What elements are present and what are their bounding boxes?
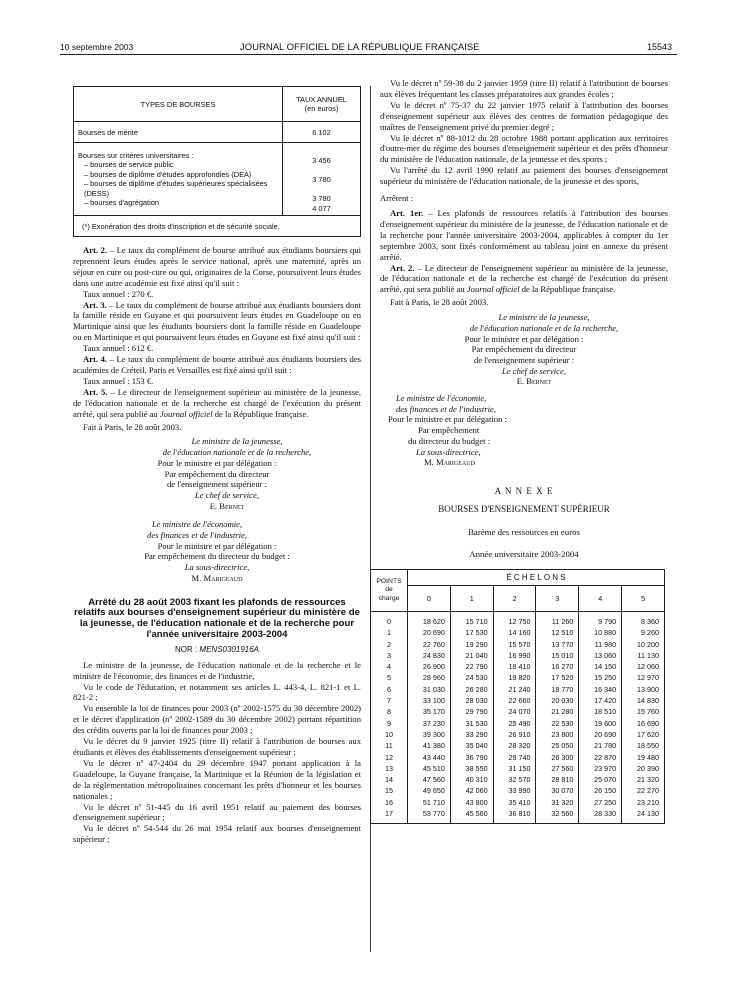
bareme-cell: 21 780 [594, 741, 617, 751]
bareme-cell: 22 530 [551, 718, 574, 728]
vu-2: Vu le décret nº 75-37 du 22 janvier 1975 relatif à l'attribution des bourses d'enseignement supérieur aux élèves des centres de formation pédagogique des maîtres de l'enseignement privé du premier degré ; [380, 99, 668, 132]
bareme-cell: 26 280 [465, 684, 488, 694]
points-value: 15 [385, 786, 393, 796]
bareme-cell: 49 650 [422, 786, 445, 796]
sig2-sous: La sous-directrice, [184, 562, 250, 573]
bareme-cell: 18 620 [422, 616, 445, 626]
bareme-cell: 15 010 [551, 650, 574, 660]
article-1er-text: – Les plafonds de ressources relatifs à l'attribution des bourses d'enseignement supérieur du ministère de la jeunesse, de l'éducation nationale et de la recherche pour l'année universitaire 2003-2004, applicables à compter du 1er septembre 2003, sont fixés conformément au tableau joint en annexe du présent arrêté. [380, 207, 669, 262]
echelon-header-3: 3 [536, 585, 579, 611]
points-column [371, 611, 408, 823]
bareme-cell: 29 740 [508, 752, 531, 762]
article-3-text: – Le taux du complément de bourse attribué aux étudiants boursiers dont la famille réside en Guyane et qui poursuivent leurs études en Guadeloupe ou en Martinique ainsi que les étudiants boursiers dont la famille réside en Guadeloupe ou en Martinique et qui poursuivent leurs études en Guyane est fixé ainsi qu'il suit : [73, 299, 362, 343]
bareme-cell: 29 790 [465, 707, 488, 717]
signature-block-2 [73, 519, 361, 583]
journal-title: JOURNAL OFFICIEL DE LA RÉPUBLIQUE FRANÇAISE [240, 42, 480, 53]
bareme-cell: 38 550 [465, 763, 488, 773]
bareme-cell: 26 900 [422, 662, 445, 672]
bareme-cell: 30 070 [551, 786, 574, 796]
criteres-cell [74, 143, 283, 216]
bareme-cell: 28 030 [465, 696, 488, 706]
points-value: 3 [387, 650, 391, 660]
bareme-cell: 51 710 [422, 797, 445, 807]
bareme-cell: 25 050 [551, 741, 574, 751]
rsig2-emp: Par empêchement [418, 425, 480, 436]
bareme-cell: 26 300 [551, 752, 574, 762]
points-value: 9 [387, 718, 391, 728]
points-value: 7 [387, 696, 391, 706]
bareme-cell: 17 420 [594, 696, 617, 706]
article-5-journal: Journal officiel [159, 408, 213, 419]
left-column [73, 86, 361, 845]
article-3-rate: Taux annuel : 612 €. [83, 343, 154, 354]
merite-value: 6 102 [283, 122, 361, 143]
header-rule [60, 54, 677, 55]
bareme-cell: 11 130 [637, 650, 659, 660]
bareme-cell: 31 150 [508, 763, 531, 773]
article-2-right-journal: Journal officiel [466, 284, 520, 295]
points-value: 12 [385, 752, 393, 762]
article-2 [73, 245, 361, 289]
echelon-header-2: 2 [493, 585, 536, 611]
bareme-cell: 22 660 [508, 696, 531, 706]
echelons-header: É C H E L O N S [408, 569, 665, 585]
bareme-cell: 11 980 [594, 639, 617, 649]
bourses-table-header-rate [283, 87, 361, 122]
points-value: 10 [385, 729, 393, 739]
echelon-header-5: 5 [622, 585, 665, 611]
bareme-cell: 12 750 [508, 616, 531, 626]
annexe-title: A N N E X E [494, 485, 554, 496]
vu-1: Vu le décret nº 59-38 du 2 janvier 1959 (titre II) relatif à l'attribution de bourses aux élèves fréquentant les classes préparatoires aux grandes écoles ; [380, 78, 668, 99]
echelon-column-3 [536, 611, 579, 823]
rsig2-sous: La sous-directrice, [416, 446, 481, 457]
bareme-cell: 36 790 [465, 752, 488, 762]
bourses-table-header-type: TYPES DE BOURSES [74, 87, 283, 122]
bareme-cell: 18 510 [594, 707, 617, 717]
bareme-cell: 19 290 [465, 639, 488, 649]
article-4-text: – Le taux du complément de bourse attribué aux étudiants boursiers des académies de Créteil, Paris et Versailles est fixé ainsi qu'il suit : [73, 354, 361, 375]
bareme-cell: 22 760 [422, 639, 445, 649]
rsig2-name: M. Marigeaud [424, 457, 475, 468]
sig2-pour: Pour le ministre et par délégation : [157, 540, 277, 551]
points-value: 14 [385, 775, 393, 785]
article-2-label: Art. 2. [83, 245, 108, 255]
bareme-cell: 25 490 [508, 718, 531, 728]
arrete-title: Arrêté du 28 août 2003 fixant les plafonds de ressources relatifs aux bourses d'enseignement supérieur du ministère de la jeunesse, de l'éducation nationale et de la recherche pour l'année universitaire 2003-2004 [74, 596, 360, 640]
bareme-subtitle: Barème des ressources en euros [468, 526, 580, 537]
rate-header-unit: (en euros) [304, 104, 339, 113]
value-agregation: 4 077 [312, 203, 331, 213]
bareme-cell: 19 820 [508, 673, 531, 683]
bareme-cell: 25 070 [594, 775, 617, 785]
bareme-cell: 14 830 [637, 696, 659, 706]
bareme-cell: 53 770 [422, 809, 445, 819]
bareme-cell: 39 300 [422, 729, 445, 739]
right-column [376, 78, 669, 824]
points-value: 0 [387, 616, 391, 626]
article-2-right-text-a: – Le directeur de l'enseignement supérieur au ministère de la jeunesse, de l'éducation nationale et de la recherche est chargé de l'exécution du présent arrêté, qui sera publié au [380, 262, 668, 295]
bareme-cell: 18 410 [508, 662, 531, 672]
points-value: 5 [387, 673, 391, 683]
sig1-chef: Le chef de service, [195, 489, 259, 500]
bareme-cell: 33 290 [465, 729, 488, 739]
merite-label: Bourses de mérite [74, 122, 283, 143]
bareme-cell: 10 200 [637, 639, 659, 649]
bareme-cell: 14 150 [594, 662, 617, 672]
sig1-minister-2: de l'éducation nationale et de la recherche, [162, 447, 312, 458]
sig2-minister-2: des finances et de l'industrie, [147, 530, 247, 541]
bareme-cell: 36 810 [508, 809, 531, 819]
rsig1-minister: Le ministre de la jeunesse, [498, 312, 590, 323]
bareme-cell: 24 070 [508, 707, 531, 717]
preamble-2: Vu le code de l'éducation, et notamment ses articles L. 443-4, L. 821-1 et L. 821-2 ; [73, 681, 361, 703]
bareme-cell: 14 160 [508, 628, 531, 638]
article-1er-label: Art. 1er. [390, 207, 424, 218]
bareme-cell: 41 380 [422, 741, 445, 751]
bareme-cell: 31 030 [422, 684, 445, 694]
page-number: 15543 [647, 42, 673, 52]
criteres-label: Bourses sur critères universitaires : [78, 150, 194, 160]
row-service-public: – bourses de service public [84, 160, 174, 169]
echelon-header-4: 4 [579, 585, 622, 611]
annee-universitaire: Année universitaire 2003-2004 [469, 548, 579, 559]
article-2-rate: Taux annuel : 270 €. [83, 288, 154, 299]
row-dea: – bourses de diplôme d'études approfondies (DEA) [84, 169, 252, 179]
bareme-cell: 16 990 [508, 650, 531, 660]
preamble-3: Vu ensemble la loi de finances pour 2003 (nº 2002-1575 du 30 décembre 2002) et le décret d'application (nº 2002-1589 du 30 décembre 2002) portant répartition des crédits ouverts par la loi de finances pour 2003 ; [73, 703, 361, 736]
bareme-cell: 21 040 [465, 650, 488, 660]
vu-3: Vu le décret nº 88-1012 du 28 octobre 1988 portant application aux territoires d'outre-mer du régime des bourses d'enseignement supérieur et des prêts d'honneur du ministère de l'éducation nationale, de la jeunesse et des sports ; [380, 132, 668, 165]
bareme-cell: 11 260 [551, 616, 574, 626]
sig2-emp: Par empêchement du directeur du budget : [144, 551, 290, 562]
bareme-cell: 15 250 [594, 673, 617, 683]
bareme-cell: 26 150 [594, 786, 617, 796]
bareme-cell: 35 410 [508, 797, 531, 807]
value-dea: 3 780 [312, 175, 331, 184]
echelon-number-row [371, 585, 665, 611]
bareme-cell: 8 360 [641, 616, 659, 626]
bareme-cell: 12 060 [637, 662, 659, 672]
points-value: 16 [385, 797, 393, 807]
row-dess: – bourses de diplôme d'études supérieures spécialisées (DESS) [84, 179, 268, 198]
bareme-table [370, 569, 665, 824]
sig1-emp: Par empêchement du directeur [164, 468, 270, 479]
article-5-text-b: de la République française. [212, 408, 309, 419]
article-1er [380, 208, 668, 263]
points-header-de: de [385, 586, 393, 594]
points-value: 1 [387, 628, 391, 638]
bareme-cell: 27 560 [551, 763, 574, 773]
bareme-cell: 20 030 [551, 696, 574, 706]
bareme-cell: 31 530 [465, 718, 488, 728]
value-service-public: 3 456 [312, 156, 331, 165]
rsig1-emp-2: de l'enseignement supérieur : [473, 354, 575, 365]
bareme-cell: 28 960 [422, 673, 445, 683]
fait-a-paris-right: Fait à Paris, le 28 août 2003. [390, 297, 489, 308]
rsig1-minister-2: de l'éducation nationale et de la recherche, [469, 322, 619, 333]
bareme-cell: 15 760 [637, 707, 659, 717]
rsig1-chef: Le chef de service, [502, 365, 566, 376]
bareme-cell: 33 100 [422, 696, 445, 706]
bareme-cell: 43 440 [422, 752, 445, 762]
bareme-body [371, 611, 665, 823]
sig1-name: E. Bernet [209, 500, 245, 511]
bareme-cell: 13 060 [594, 650, 617, 660]
preamble-7: Vu le décret nº 54-544 du 26 mai 1954 relatif aux bourses d'enseignement supérieur ; [73, 823, 361, 845]
echelon-header-0: 0 [408, 585, 451, 611]
bareme-cell: 20 690 [422, 628, 445, 638]
row-agregation: – bourses d'agrégation [84, 198, 159, 207]
bareme-cell: 42 060 [465, 786, 488, 796]
bareme-cell: 31 320 [551, 797, 574, 807]
bareme-cell: 9 260 [641, 628, 659, 638]
rsig2-minister-2: des finances et de l'industrie, [396, 403, 496, 414]
nor-label: NOR : [174, 644, 200, 654]
bareme-cell: 24 830 [422, 650, 445, 660]
bourses-footnote: (*) Exonération des droits d'inscription et de sécurité sociale. [74, 216, 361, 237]
rsig1-name: E. Bernet [516, 376, 552, 387]
bareme-cell: 24 530 [465, 673, 488, 683]
nor-line [73, 645, 361, 654]
sig1-emp-2: de l'enseignement supérieur : [166, 479, 268, 490]
bareme-cell: 35 170 [422, 707, 445, 717]
rsig1-emp: Par empêchement du directeur [471, 344, 577, 355]
vu-4: Vu l'arrêté du 12 avril 1990 relatif au paiement des bourses d'enseignement supérieur du ministère de l'éducation nationale, de la jeunesse et des sports, [380, 165, 668, 187]
criteres-values [283, 143, 361, 216]
points-header-charge: charge [378, 594, 400, 602]
article-3 [73, 300, 361, 344]
bareme-cell: 45 510 [422, 763, 445, 773]
points-value: 4 [387, 662, 391, 672]
bareme-cell: 15 570 [508, 639, 531, 649]
article-5 [73, 387, 361, 420]
echelon-column-5 [622, 611, 665, 823]
bareme-cell: 19 480 [637, 752, 659, 762]
article-2-text: – Le taux du complément de bourse attribué aux étudiants boursiers qui reprennent leurs études après le service national, après une maternité, après un séjour en cure ou post-cure ou qui, originaires de la Corse, poursuivent leurs études dans une autre académie est fixé ainsi qu'il suit : [73, 245, 362, 288]
article-3-label: Art. 3. [83, 299, 107, 310]
bareme-cell: 22 270 [637, 786, 659, 796]
bareme-cell: 32 570 [508, 775, 531, 785]
bourses-table [73, 86, 361, 237]
header-date: 10 septembre 2003 [60, 42, 134, 52]
bareme-cell: 33 990 [508, 786, 531, 796]
bareme-cell: 20 690 [594, 729, 617, 739]
article-5-label: Art. 5. [83, 386, 108, 397]
bareme-cell: 37 230 [422, 718, 445, 728]
bareme-cell: 24 130 [637, 809, 659, 819]
article-4 [73, 354, 361, 376]
bareme-cell: 21 240 [508, 684, 531, 694]
points-value: 8 [387, 707, 391, 717]
fait-a-paris-left: Fait à Paris, le 28 août 2003. [83, 421, 182, 432]
bareme-cell: 28 320 [508, 741, 531, 751]
bareme-cell: 20 390 [637, 763, 659, 773]
sig1-pour: Pour le ministre et par délégation : [157, 457, 277, 468]
rsig2-pour: Pour le ministre et par délégation : [388, 414, 507, 425]
article-2-right-label: Art. 2. [390, 262, 415, 273]
preamble-6: Vu le décret nº 51-445 du 16 avril 1951 relatif au paiement des bourses d'enseignement supérieur ; [73, 801, 361, 823]
echelon-column-0 [408, 611, 451, 823]
bareme-cell: 35 040 [465, 741, 488, 751]
bareme-cell: 27 250 [594, 797, 617, 807]
bareme-cell: 22 870 [594, 752, 617, 762]
sig1-minister: Le ministre de la jeunesse, [191, 436, 283, 447]
article-4-rate: Taux annuel : 153 €. [83, 375, 154, 386]
signature-block-1 [73, 436, 361, 511]
preamble-5: Vu le décret nº 47-2404 du 29 décembre 1947 portant application à la Guadeloupe, la Guyane française, la Martinique et la Réunion de la législation et de la réglementation métropolitaines concernant les prêts d'honneur et les bourses nationales ; [73, 757, 361, 801]
bareme-cell: 45 560 [465, 809, 488, 819]
bareme-cell: 17 620 [637, 729, 659, 739]
bareme-cell: 15 710 [465, 616, 488, 626]
bareme-cell: 21 320 [637, 775, 659, 785]
article-2-right [380, 263, 668, 296]
value-dess: 3 780 [312, 194, 331, 203]
rsig2-emp-2: du directeur du budget : [408, 435, 491, 446]
preamble-1: Le ministre de la jeunesse, de l'éducation nationale et de la recherche et le ministre de l'économie, des finances et de l'industrie, [73, 659, 361, 681]
bareme-cell: 23 800 [551, 729, 574, 739]
bareme-cell: 47 560 [422, 775, 445, 785]
bareme-cell: 18 770 [551, 684, 574, 694]
bareme-cell: 17 520 [551, 673, 574, 683]
bareme-cell: 16 690 [637, 718, 659, 728]
article-4-label: Art. 4. [83, 354, 108, 365]
sig2-name: M. Marigeaud [191, 572, 243, 583]
bareme-cell: 21 280 [551, 707, 574, 717]
bareme-cell: 16 340 [594, 684, 617, 694]
bareme-cell: 43 800 [465, 797, 488, 807]
points-value: 13 [385, 763, 393, 773]
echelon-column-1 [450, 611, 493, 823]
bareme-cell: 28 810 [551, 775, 574, 785]
bareme-cell: 10 880 [594, 628, 617, 638]
bareme-cell: 23 210 [637, 797, 659, 807]
right-signature-block-1 [380, 312, 668, 387]
sig2-minister: Le ministre de l'économie, [151, 519, 243, 530]
rate-header-label: TAUX ANNUEL [296, 95, 347, 104]
points-header [371, 569, 408, 611]
points-header-label: POINTS [376, 577, 402, 585]
echelon-header-1: 1 [450, 585, 493, 611]
nor-code: MENS0301916A [199, 644, 260, 654]
bareme-cell: 28 330 [594, 809, 617, 819]
arretent: Arrêtent : [380, 193, 414, 204]
right-signature-block-2 [380, 393, 668, 468]
bareme-cell: 22 790 [465, 662, 488, 672]
echelon-column-2 [493, 611, 536, 823]
article-2-right-text-b: de la République française. [519, 284, 616, 295]
preamble-4: Vu le décret du 9 janvier 1925 (titre II) relatif à l'attribution de bourses aux étudiants et élèves des établissements d'enseignement supérieur ; [73, 736, 361, 757]
points-value: 17 [385, 809, 393, 819]
bareme-cell: 13 900 [637, 684, 659, 694]
bareme-cell: 18 550 [637, 741, 659, 751]
bareme-cell: 12 510 [551, 628, 574, 638]
bareme-cell: 13 770 [551, 639, 574, 649]
echelon-column-4 [579, 611, 622, 823]
bareme-cell: 9 790 [598, 616, 617, 626]
bareme-title: BOURSES D'ENSEIGNEMENT SUPÉRIEUR [438, 503, 610, 514]
bareme-cell: 19 600 [594, 718, 617, 728]
bareme-cell: 26 910 [508, 729, 531, 739]
rsig2-minister: Le ministre de l'économie, [396, 393, 487, 404]
points-value: 2 [387, 639, 391, 649]
bareme-cell: 16 270 [551, 662, 574, 672]
bareme-cell: 23 970 [594, 763, 617, 773]
bareme-cell: 17 530 [465, 628, 488, 638]
article-5-text-a: – Le directeur de l'enseignement supérieur au ministère de la jeunesse, de l'éducation nationale et de la recherche est chargé de l'exécution du présent arrêté, qui sera publié au [73, 386, 361, 419]
rsig1-pour: Pour le ministre et par délégation : [464, 333, 584, 344]
points-value: 11 [385, 741, 393, 751]
bareme-cell: 40 310 [465, 775, 488, 785]
bareme-cell: 12 970 [637, 673, 659, 683]
points-value: 6 [387, 684, 391, 694]
bareme-cell: 32 560 [551, 809, 574, 819]
